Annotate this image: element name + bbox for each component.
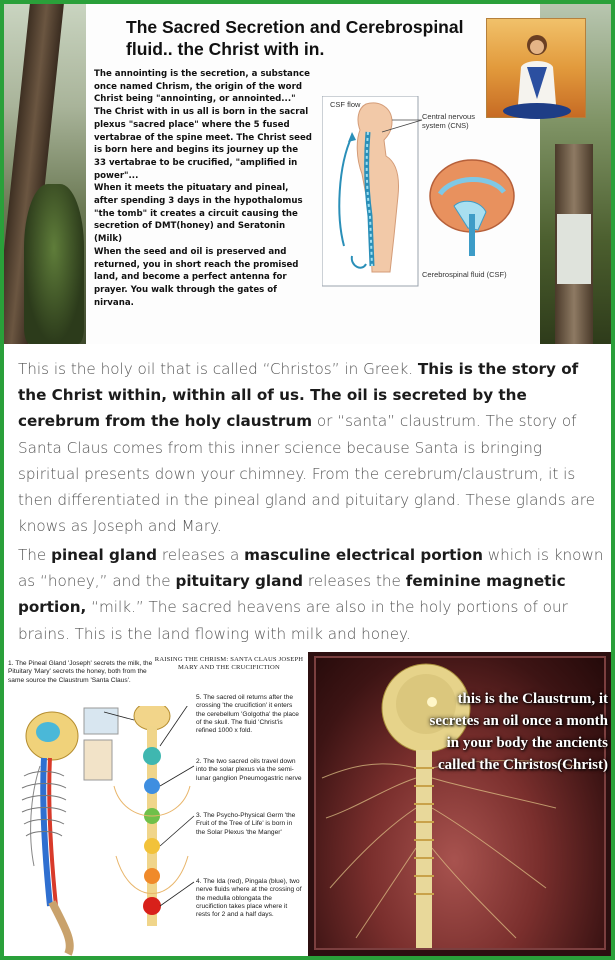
image-frame <box>4 4 611 956</box>
caption-4: 4. The Ida (red), Pingala (blue), two nerve fluids where at the crossing of the medulla oblongata the crucifiction takes place where it rests for 2 and a half days. <box>196 878 302 919</box>
paragraph-glands: The pineal gland releases a masculine electrical portion which is known as “honey,” and the pituitary gland releases the feminine magnetic portion, “milk.” The sacred heavens are also in the holy portions of our brains. This is the land flowing with milk and honey. <box>18 546 604 643</box>
cns-label: Central nervous system (CNS) <box>422 112 475 130</box>
csf-flow-label: CSF flow <box>330 100 361 109</box>
chrism-diagram <box>4 654 304 956</box>
caption-1: 1. The Pineal Gland 'Joseph' secrets the milk, the Pituitary 'Mary' secrets the honey, both from the same source the Claustrum 'Santa Claus'. <box>8 660 153 684</box>
caption-5: 5. The sacred oil returns after the crossing 'the crucifiction' it enters the cerebellum 'Golgotha' the place of the skull. The fluid 'Christ'is refined 1000 x fold. <box>196 694 299 735</box>
anatomy-illustration <box>4 706 196 956</box>
caption-3: 3. The Psycho-Physical Germ 'the Fruit of the Tree of Life' is born in the Solar Plexus 'the Manger' <box>196 812 296 836</box>
top-panel <box>4 4 611 344</box>
article-text <box>4 344 611 652</box>
csf-label: Cerebrospinal fluid (CSF) <box>422 270 507 279</box>
chrism-diagram-header: RAISING THE CHRISM: SANTA CLAUS JOSEPH MARY AND THE CRUCIFICTION <box>154 656 304 671</box>
card-title: The Sacred Secretion and Cerebrospinal fluid.. the Christ with in. <box>126 17 464 59</box>
claustrum-caption: this is the Claustrum, it secretes an oil once a month in your body the ancients called the Christos(Christ) <box>429 691 608 773</box>
paragraph-christos: This is the holy oil that is called “Christos” in Greek. This is the story of the Christ within, within all of us. The oil is secreted by the cerebrum from the holy claustrum or “santa” claustrum. The story of Santa Claus comes from this inner science because Santa is bringing spiritual presents down your chimney. From the cerebrum/claustrum, it is then differentiated in the pineal gland and pituitary gland. These glands are knows as Joseph and Mary. <box>18 360 595 536</box>
tree-left-photo <box>4 4 88 344</box>
sacred-secretion-card <box>86 4 540 344</box>
claustrum-image <box>308 652 611 956</box>
meditating-christ-image <box>486 18 586 118</box>
caption-2: 2. The two sacred oils travel down into the solar plexus via the semi-lunar ganglion Pneumogastric nerve <box>196 758 302 782</box>
card-body-text: The annointing is the secretion, a substance once named Chrism, the origin of the word Christ being "annointing, or annointed..." The Christ with in us all is born in the sacral plexus "sacred place" where the 5 fused vertabrae of the spine meet. The Christ seed is born here and begins its journey up the 33 vertabrae to be crucified, "amplified in power"... When it meets the pituatary and pineal, after spending 3 days in the hypothalomus "the tomb" it creates a circuit causing the secretion of DMT(honey) and Seratonin (Milk) When the seed and oil is preserved and returned, you in short reach the promised land, and become a perfect antenna for prayer. You walk through the gates of nirvana. <box>94 69 312 308</box>
